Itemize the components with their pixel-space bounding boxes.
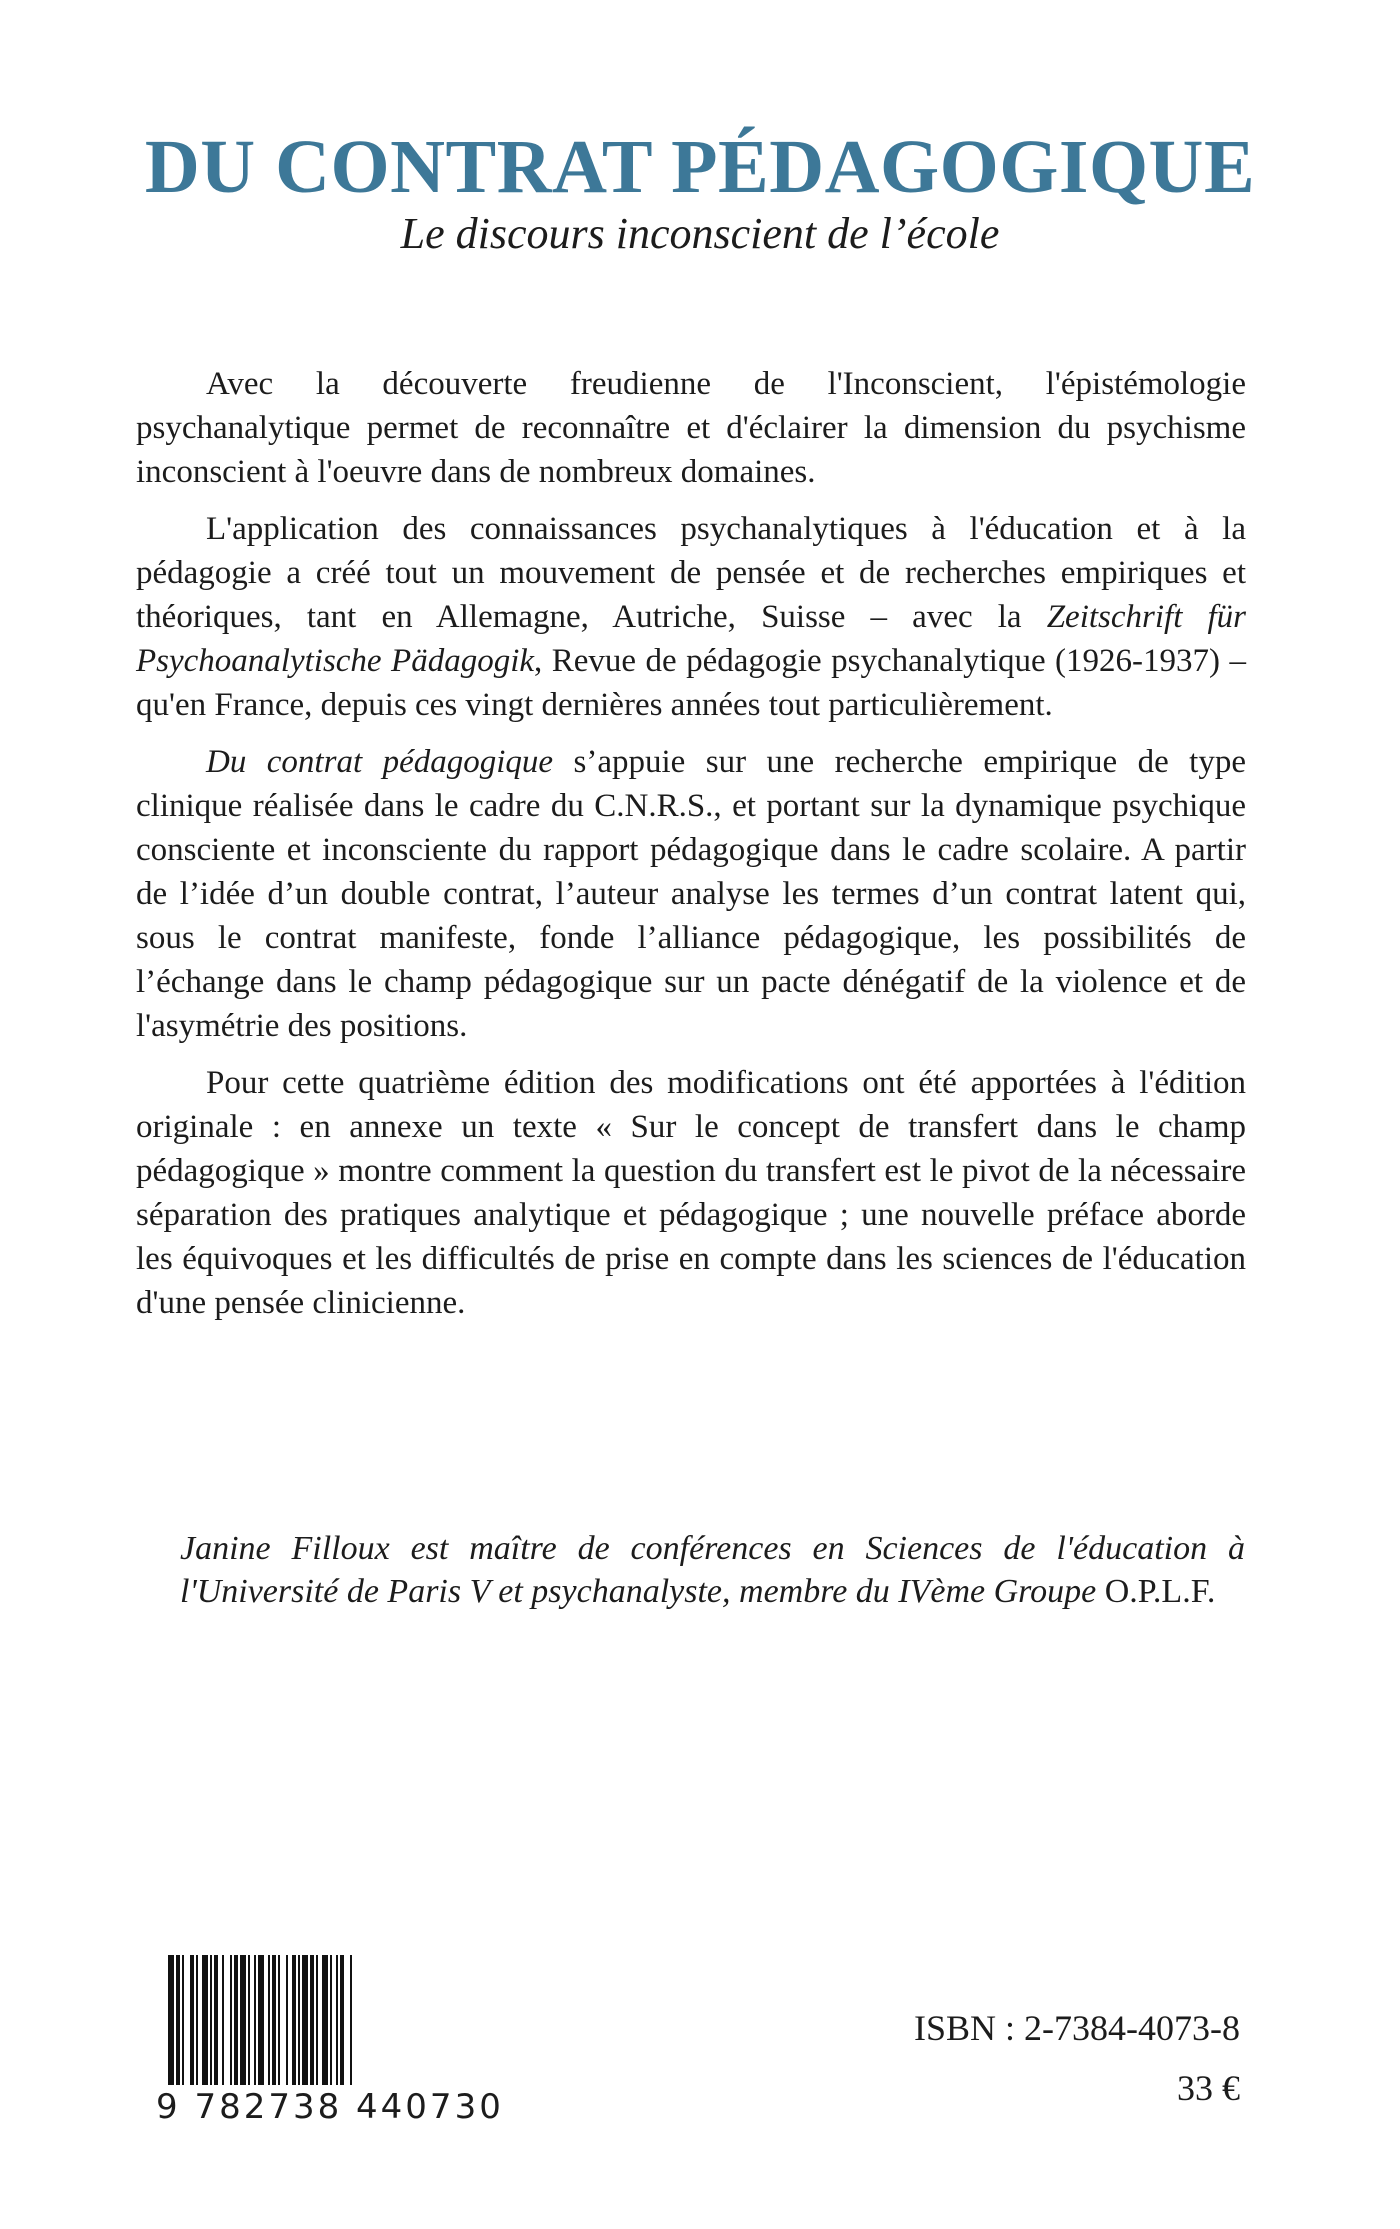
barcode-bar (278, 1955, 280, 2085)
barcode-bar (182, 1955, 184, 2085)
p2-text-a: L'application des connaissances psychanalytiques à l'éducation et à la pédagogie a créé tout un mouvement de pensée et de recherches empiriques et théoriques, tant en Allemagne, Autriche, Suisse – avec la (136, 511, 1246, 635)
barcode-bar (298, 1955, 300, 2085)
barcode-bar (210, 1955, 212, 2085)
author-bio-org: O.P.L.F. (1096, 1573, 1216, 1610)
p2-text-b: , Revue de pédagogie psychanalytique (1926-1937) – qu'en France, depuis ces vingt dernières années tout particulièrement. (136, 643, 1246, 723)
barcode-bar (268, 1955, 270, 2085)
barcode-bar (230, 1955, 232, 2085)
book-subtitle: Le discours inconscient de l’école (400, 209, 1000, 258)
paragraph-2 (136, 507, 1246, 727)
barcode-bar (258, 1955, 264, 2085)
barcode-bar (286, 1955, 288, 2085)
barcode-bar (202, 1955, 208, 2085)
barcode-bars-icon (168, 1955, 458, 2085)
barcode-bar (310, 1955, 314, 2085)
barcode-bar (340, 1955, 344, 2085)
isbn: ISBN : 2-7384-4073-8 (914, 2008, 1240, 2048)
barcode-bar (322, 1955, 328, 2085)
barcode-digits: 9 782738 440730 (156, 2087, 504, 2127)
paragraph-4: Pour cette quatrième édition des modifications ont été apportées à l'édition originale : en annexe un texte « Sur le concept de transfert dans le champ pédagogique » montre comment la question du transfert est le pivot de la nécessaire séparation des pratiques analytique et pédagogique ; une nouvelle préface aborde les équivoques et les difficultés de prise en compte dans les sciences de l'éducation d'une pensée clinicienne. (136, 1065, 1246, 1321)
barcode-bar (330, 1955, 332, 2085)
book-title-reference: Du contrat pédagogique (206, 744, 554, 780)
barcode-bar (316, 1955, 318, 2085)
barcode-bar (196, 1955, 198, 2085)
author-bio-text: Janine Filloux est maître de conférences en Sciences de l'éducation à l'Université de Paris V et psychanalyste, membre du IVème Groupe (180, 1530, 1245, 1610)
barcode-bar (248, 1955, 250, 2085)
book-title: DU CONTRAT PÉDAGOGIQUE (144, 124, 1256, 209)
barcode-bar (350, 1955, 352, 2085)
barcode-bar (240, 1955, 246, 2085)
blurb (136, 362, 1246, 1338)
barcode-bar (214, 1955, 218, 2085)
price: 33 € (1177, 2068, 1240, 2108)
paragraph-3 (136, 740, 1246, 1048)
barcode-bar (254, 1955, 256, 2085)
paragraph-1: Avec la découverte freudienne de l'Inconscient, l'épistémologie psychanalytique permet de reconnaître et d'éclairer la dimension du psychisme inconscient à l'oeuvre dans de nombreux domaines. (136, 366, 1246, 490)
p3-text: s’appuie sur une recherche empirique de type clinique réalisée dans le cadre du C.N.R.S., et portant sur la dynamique psychique consciente et inconsciente du rapport pédagogique dans le cadre scolaire. A partir de l’idée d’un double contrat, l’auteur analyse les termes d’un contrat latent qui, sous le contrat manifeste, fonde l’alliance pédagogique, les possibilités de l’échange dans le champ pédagogique sur un pacte dénégatif de la violence et de l'asymétrie des positions. (136, 744, 1246, 1044)
barcode (156, 1955, 504, 2137)
barcode-bar (222, 1955, 224, 2085)
barcode-bar (272, 1955, 276, 2085)
barcode-bar (190, 1955, 194, 2085)
barcode-bar (336, 1955, 338, 2085)
journal-title: Zeitschrift für Psychoanalytische Pädagogik (136, 599, 1246, 679)
barcode-bar (302, 1955, 308, 2085)
barcode-bar (168, 1955, 174, 2085)
barcode-bar (234, 1955, 238, 2085)
barcode-bar (176, 1955, 180, 2085)
barcode-bar (292, 1955, 296, 2085)
author-bio (180, 1527, 1245, 1613)
